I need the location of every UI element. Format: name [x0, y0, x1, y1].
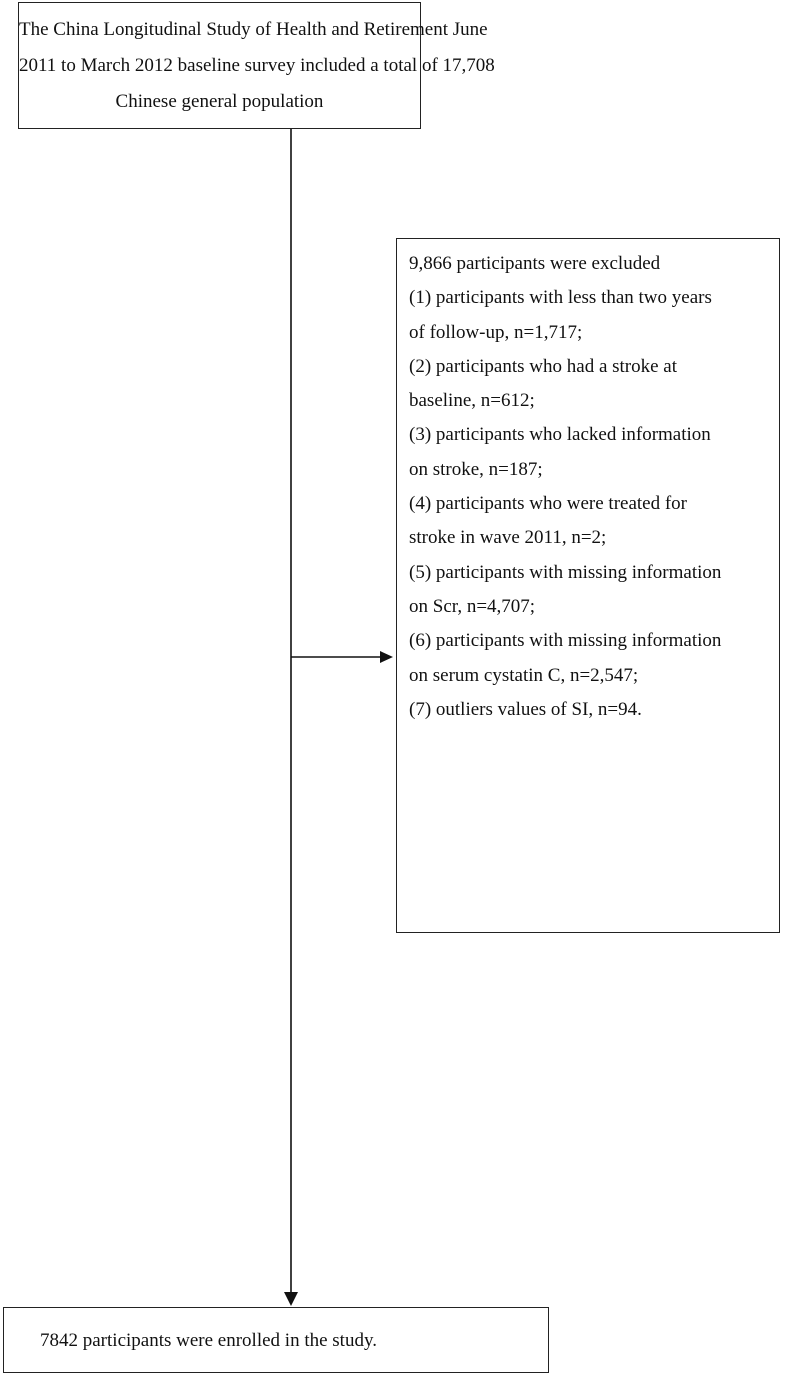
- exclusion-line: on stroke, n=187;: [409, 458, 543, 480]
- source-population-box: [18, 2, 495, 129]
- exclusion-line: (4) participants who were treated for: [409, 493, 688, 515]
- box-text-line: The China Longitudinal Study of Health and Retirement June: [19, 19, 488, 40]
- box-text-line: Chinese general population: [115, 91, 324, 112]
- exclusion-line: stroke in wave 2011, n=2;: [409, 527, 607, 549]
- exclusion-line: (5) participants with missing information: [409, 561, 722, 583]
- exclusion-line: (7) outliers values of SI, n=94.: [409, 698, 642, 720]
- box-text-line: 2011 to March 2012 baseline survey included a total of 17,708: [19, 55, 495, 76]
- exclusion-line: of follow-up, n=1,717;: [409, 321, 583, 343]
- exclusion-line: on serum cystatin C, n=2,547;: [409, 664, 639, 686]
- down-arrowhead-icon: [284, 1292, 298, 1306]
- exclusion-line: (2) participants who had a stroke at: [409, 355, 678, 377]
- exclusion-line: (6) participants with missing information: [409, 630, 722, 652]
- exclusion-line: (3) participants who lacked information: [409, 424, 711, 446]
- exclusion-line: on Scr, n=4,707;: [409, 595, 536, 617]
- right-arrowhead-icon: [380, 651, 393, 663]
- exclusion-criteria-box: [396, 238, 780, 933]
- enrolled-text: 7842 participants were enrolled in the study.: [40, 1330, 377, 1351]
- exclusion-title: 9,866 participants were excluded: [409, 253, 661, 274]
- enrolled-participants-box: [3, 1307, 549, 1373]
- exclusion-line: (1) participants with less than two years: [409, 287, 712, 309]
- exclusion-line: baseline, n=612;: [409, 390, 535, 412]
